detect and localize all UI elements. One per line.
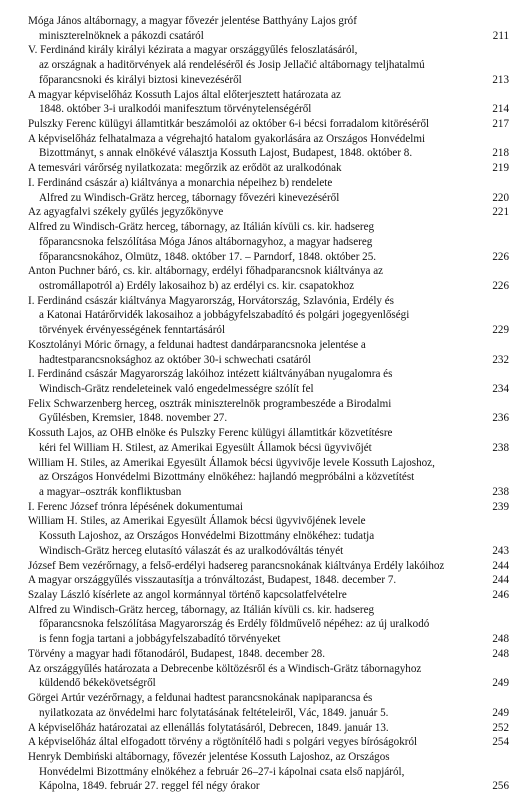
toc-page-number: 248 (492, 647, 509, 660)
toc-entry-title (28, 338, 475, 367)
toc-entry-title (28, 691, 475, 720)
toc-entry-title (28, 161, 475, 176)
toc-entry-line: Anton Puchner báró, cs. kir. altábornagy, erdélyi főhadparancsnok kiáltványa az (28, 265, 384, 278)
toc-entry-line: nyilatkozata az önvédelmi harc folytatásának feltételeiről, Vác, 1849. január 5. (39, 706, 389, 719)
toc-entry (28, 691, 509, 720)
toc-entry-line: hadtestparancsnoksághoz az október 30-i schwechati csatáról (39, 353, 311, 366)
toc-entry-line: Alfred zu Windisch-Grätz herceg, tábornagy, az Itálián kívüli cs. kir. hadsereg (28, 603, 375, 616)
toc-entry-line: Törvény a magyar hadi főtanodáról, Budapest, 1848. december 28. (28, 647, 325, 660)
toc-entry-line: Gyűlésben, Kremsier, 1848. november 27. (39, 412, 228, 425)
toc-page-number: 218 (492, 147, 509, 160)
toc-page-number: 248 (492, 633, 509, 646)
toc-entry (28, 662, 509, 691)
toc-page-number: 221 (492, 206, 509, 219)
toc-page-number: 252 (492, 721, 509, 734)
toc-entry-line: ostromállapotról a) Erdély lakosaihoz b) az erdélyi cs. kir. csapatokhoz (39, 279, 355, 292)
toc-entry-line: József Bem vezérőrnagy, a felső-erdélyi hadsereg parancsnokának kiáltványa Erdély lakóihoz (28, 559, 445, 572)
toc-entry (28, 43, 509, 87)
toc-entry (28, 426, 509, 455)
toc-page-number: 214 (492, 103, 509, 116)
toc-page-number: 238 (492, 441, 509, 454)
toc-entry-line: Windisch-Grätz herceg elutasító válaszát és az uralkodóváltás tényét (39, 544, 344, 557)
toc-entry (28, 500, 509, 515)
toc-entry-title (28, 603, 475, 647)
toc-entry-line: Bizottmányt, s annak elnökévé választja Kossuth Lajost, Budapest, 1848. október 8. (39, 147, 413, 160)
toc-entry-title (28, 117, 475, 132)
toc-entry-line: I. Ferenc József trónra lépésének dokumentumai (28, 500, 244, 513)
toc-entry (28, 603, 509, 647)
toc-page-number: 229 (492, 324, 509, 337)
toc-entry-line: törvények érvényességének fenntartásáról (39, 324, 226, 337)
toc-page-number: 236 (492, 412, 509, 425)
toc-entry (28, 750, 509, 794)
toc-entry-line: küldendő békekövetségről (39, 677, 156, 690)
toc-page-number: 254 (492, 736, 509, 749)
toc-entry-line: Henryk Dembiński altábornagy, fővezér jelentése Kossuth Lajoshoz, az Országos (28, 750, 390, 763)
toc-page-number: 244 (492, 574, 509, 587)
toc-entry-title (28, 721, 475, 736)
toc-entry-line: A magyar országgyűlés visszautasítja a trónváltozást, Budapest, 1848. december 7. (28, 574, 397, 587)
toc-entry-title (28, 397, 475, 426)
toc-entry (28, 721, 509, 736)
toc-entry-line: Az országgyűlés határozata a Debrecenbe költözésről és a Windisch-Grätz tábornagyhoz (28, 662, 422, 675)
toc-entry (28, 161, 509, 176)
toc-page-number: 219 (492, 162, 509, 175)
toc-entry-line: is fenn fogja tartani a jobbágyfelszabadító törvényeket (39, 633, 281, 646)
toc-entry-line: az Országos Honvédelmi Bizottmány elnökéhez: hajlandó megpróbálni a közvetítést (39, 471, 415, 484)
toc-entry-line: William H. Stiles, az Amerikai Egyesült Államok bécsi ügyvivője levele Kossuth Lajoshoz, (28, 456, 435, 469)
toc-entry-line: a Katonai Határőrvidék lakosaihoz a jobbágyfelszabadító és polgári jogegyenlőségi (39, 309, 410, 322)
toc-entry-line: Felix Schwarzenberg herceg, osztrák miniszterelnök programbeszéde a Birodalmi (28, 397, 392, 410)
toc-entry-title (28, 573, 475, 588)
toc-entry-title (28, 14, 475, 43)
toc-entry-line: Alfred zu Windisch-Grätz herceg, tábornagy, az Itálián kívüli cs. kir. hadsereg (28, 221, 375, 234)
toc-entry-line: I. Ferdinánd császár kiáltványa Magyarország, Horvátország, Szlavónia, Erdély és (28, 294, 394, 307)
toc-page-number: 243 (492, 544, 509, 557)
toc-entry-title (28, 367, 475, 396)
toc-page-number: 249 (492, 677, 509, 690)
toc-entry-title (28, 43, 475, 87)
toc-entry-line: I. Ferdinánd császár a) kiáltványa a monarchia népeihez b) rendelete (28, 176, 333, 189)
toc-entry-line: A képviselőház által elfogadott törvény a rögtönítélő hadi s polgári vegyes bíróságokról (28, 736, 418, 749)
toc-entry (28, 397, 509, 426)
toc-entry (28, 264, 509, 293)
toc-page-number: 213 (492, 73, 509, 86)
toc-entry-line: a magyar–osztrák konfliktusban (39, 486, 182, 498)
toc-entry (28, 573, 509, 588)
toc-entry (28, 132, 509, 161)
toc-entry-title (28, 426, 475, 455)
toc-entry-line: Alfred zu Windisch-Grätz herceg, tábornagy fővezéri kinevezéséről (39, 191, 340, 204)
toc-entry-line: 1848. október 3-i uralkodói manifesztum törvénytelenségéről (39, 103, 312, 116)
toc-page-number: 234 (492, 382, 509, 395)
toc-entry-title (28, 500, 475, 515)
toc-entry-line: főparancsnoka felszólítása Móga János altábornagyhoz, a magyar hadsereg (39, 235, 373, 248)
toc-entry-line: A temesvári várőrség nyilatkozata: megőrzik az erődöt az uralkodónak (28, 162, 342, 175)
toc-entry-line: Szalay László kísérlete az angol kormánnyal történő kapcsolatfelvételre (28, 589, 347, 602)
toc-entry-title (28, 264, 475, 293)
toc-entry-title (28, 588, 475, 603)
toc-entry-line: Kossuth Lajoshoz, az Országos Honvédelmi Bizottmány elnökéhez: tudatja (39, 530, 375, 543)
toc-entry-title (28, 294, 475, 338)
toc-entry-title (28, 735, 475, 750)
toc-entry-line: Pulszky Ferenc külügyi államtitkár beszámolói az október 6-i bécsi forradalom kitöréséről (28, 118, 430, 131)
toc-entry-title (28, 132, 475, 161)
toc-entry-line: A képviselőház határozatai az ellenállás folytatásáról, Debrecen, 1849. január 13. (28, 721, 389, 734)
toc-entry (28, 117, 509, 132)
toc-entry-title (28, 647, 475, 662)
toc-entry-line: Windisch-Grätz rendeleteinek való engedelmességre szólít fel (39, 382, 314, 395)
toc-entry-title (28, 750, 475, 794)
toc-entry-title (28, 176, 475, 205)
toc-entry-line: Görgei Artúr vezérőrnagy, a feldunai hadtest parancsnokának napiparancsa és (28, 692, 373, 705)
toc-page-number: 226 (492, 250, 509, 263)
toc-entry-line: Móga János altábornagy, a magyar fővezér jelentése Batthyány Lajos gróf (28, 15, 357, 27)
toc-page-number: 244 (492, 559, 509, 572)
toc-page-number: 220 (492, 191, 509, 204)
toc-entry-title (28, 205, 475, 220)
toc-page-number: 211 (492, 29, 509, 42)
toc-entry-line: Az agyagfalvi székely gyűlés jegyzőkönyve (28, 206, 224, 219)
toc-entry-line: kéri fel William H. Stilest, az Amerikai Egyesült Államok bécsi ügyvivőjét (39, 441, 372, 454)
toc-page-number: 239 (492, 500, 509, 513)
toc-entry-line: A magyar képviselőház Kossuth Lajos által előterjesztett határozata az (28, 88, 341, 101)
toc-entry-line: V. Ferdinánd király királyi kézirata a magyar országgyűlés feloszlatásáról, (28, 44, 358, 57)
toc-page-number: 217 (492, 118, 509, 131)
toc-entry-line: főparancsnoka felszólítása Magyarország és Erdély földművelő népéhez: az új uralkodó (39, 618, 430, 631)
toc-entry (28, 735, 509, 750)
toc-entry (28, 559, 509, 574)
toc-page-number: 232 (492, 353, 509, 366)
toc-entry (28, 14, 509, 43)
toc-entry-title (28, 514, 475, 558)
toc-entry-title (28, 559, 475, 574)
toc-entry (28, 176, 509, 205)
toc-page-number: 238 (492, 486, 509, 498)
toc-entry-title (28, 456, 475, 500)
toc-entry (28, 514, 509, 558)
toc-page-number: 226 (492, 279, 509, 292)
toc-entry-line: miniszterelnöknek a pákozdi csatáról (39, 29, 204, 42)
toc-entry (28, 367, 509, 396)
toc-entry-line: Kosztolányi Móric őrnagy, a feldunai hadtest dandárparancsnoka jelentése a (28, 338, 366, 351)
toc-entry (28, 338, 509, 367)
toc-page-number: 256 (492, 780, 509, 793)
toc-entry-title (28, 88, 475, 117)
toc-entry-line: I. Ferdinánd császár Magyarország lakóihoz intézett kiáltványában nyugalomra és (28, 368, 393, 381)
toc-page-number: 246 (492, 589, 509, 602)
toc-entry (28, 205, 509, 220)
toc-entry-line: az országnak a haditörvények alá rendeléséről és Josip Jellačić altábornagy teljhatalmú (39, 59, 425, 72)
toc-entry-line: A képviselőház felhatalmaza a végrehajtó hatalom gyakorlására az Országos Honvédelmi (28, 132, 426, 145)
toc-entry-title (28, 662, 475, 691)
table-of-contents (28, 14, 509, 794)
toc-entry (28, 647, 509, 662)
toc-entry (28, 456, 509, 500)
toc-entry (28, 588, 509, 603)
toc-page-number: 249 (492, 706, 509, 719)
toc-entry-line: főparancsnoki és királyi biztosi kinevezéséről (39, 73, 242, 86)
toc-entry-line: Kossuth Lajos, az OHB elnöke és Pulszky Ferenc külügyi államtitkár közvetítésre (28, 427, 393, 440)
toc-entry-line: Honvédelmi Bizottmány elnökéhez a február 26–27-i kápolnai csata első napjáról, (39, 765, 405, 778)
toc-entry (28, 88, 509, 117)
toc-entry (28, 220, 509, 264)
toc-entry (28, 294, 509, 338)
toc-entry-title (28, 220, 475, 264)
toc-entry-line: főparancsnokához, Olmütz, 1848. október 17. – Parndorf, 1848. október 25. (39, 250, 377, 263)
toc-entry-line: Kápolna, 1849. február 27. reggel fél négy órakor (39, 780, 260, 793)
toc-entry-line: William H. Stiles, az Amerikai Egyesült Államok bécsi ügyvivőjének levele (28, 515, 366, 528)
